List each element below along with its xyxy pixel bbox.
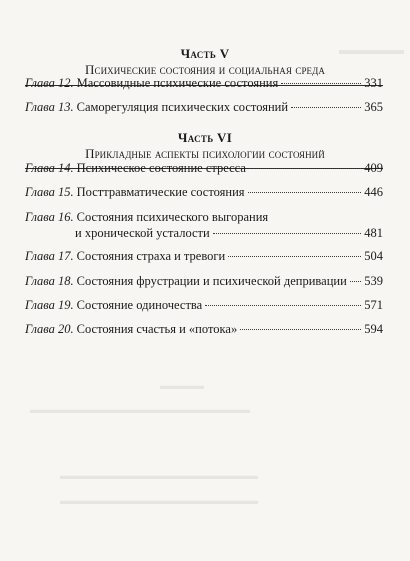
part-label: Часть V — [180, 46, 230, 61]
chapter-page: 504 — [364, 249, 383, 263]
bleed-through-mark: ▬▬▬▬ — [160, 380, 204, 392]
bleed-through-mark: ▬▬▬▬▬▬▬▬▬▬▬▬▬▬▬▬▬▬ — [60, 470, 258, 482]
chapter-page: 594 — [364, 322, 383, 336]
toc-entry-chapter-12[interactable] — [25, 75, 383, 91]
bleed-through-mark: ▬▬▬▬▬▬▬▬▬▬▬▬▬▬▬▬▬▬▬▬ — [30, 404, 250, 416]
chapter-prefix: Глава 14. — [25, 161, 74, 175]
dot-leader — [228, 255, 361, 257]
chapter-page: 481 — [364, 226, 383, 240]
dot-leader — [350, 280, 361, 282]
part-heading — [0, 130, 410, 162]
part-title: Прикладные аспекты психологии состояний — [85, 146, 325, 161]
chapter-prefix: Глава 15. — [25, 185, 74, 199]
chapter-prefix: Глава 17. — [25, 249, 74, 263]
chapter-prefix: Глава 16. — [25, 210, 74, 224]
chapter-page: 365 — [364, 100, 383, 114]
chapter-title: Саморегуляция психических состояний — [76, 100, 289, 114]
toc-entry-chapter-17[interactable] — [25, 248, 383, 264]
chapter-page: 539 — [364, 274, 383, 288]
part-title: Психические состояния и социальная среда — [84, 62, 325, 77]
toc-entry-chapter-20[interactable] — [25, 321, 383, 337]
dot-leader — [248, 191, 362, 193]
chapter-page: 571 — [364, 298, 383, 312]
dot-leader — [213, 232, 362, 234]
chapter-prefix: Глава 18. — [25, 274, 74, 288]
dot-leader — [291, 106, 361, 108]
toc-entry-chapter-15[interactable] — [25, 184, 383, 200]
dot-leader — [249, 167, 361, 169]
part-label: Часть VI — [177, 130, 233, 145]
dot-leader — [205, 304, 361, 306]
toc-entry-chapter-16[interactable] — [25, 209, 383, 241]
chapter-page: 331 — [364, 76, 383, 90]
part-heading — [0, 46, 410, 78]
chapter-page: 446 — [364, 185, 383, 199]
toc-entry-chapter-19[interactable] — [25, 297, 383, 313]
chapter-title: Состояния страха и тревоги — [76, 249, 226, 263]
toc-entry-chapter-14[interactable] — [25, 160, 383, 176]
toc-entry-chapter-13[interactable] — [25, 99, 383, 115]
chapter-title-continued: и хронической усталости — [75, 226, 210, 240]
bleed-through-mark: ▬▬▬▬▬ — [339, 42, 404, 57]
chapter-title: Состояния фрустрации и психической депривации — [76, 274, 347, 288]
bleed-through-mark: ▬▬▬▬▬▬▬▬▬▬▬▬▬▬▬▬▬▬ — [60, 495, 258, 507]
chapter-title: Массовидные психические состояния — [76, 76, 279, 90]
chapter-prefix: Глава 20. — [25, 322, 74, 336]
chapter-page: 409 — [364, 161, 383, 175]
chapter-prefix: Глава 13. — [25, 100, 74, 114]
chapter-prefix: Глава 19. — [25, 298, 74, 312]
chapter-title: Состояния психического выгорания — [76, 210, 269, 224]
chapter-title: Состояние одиночества — [76, 298, 203, 312]
dot-leader — [281, 82, 361, 84]
chapter-title: Психическое состояние стресса — [76, 161, 246, 175]
chapter-prefix: Глава 12. — [25, 76, 74, 90]
chapter-title: Посттравматические состояния — [76, 185, 245, 199]
toc-entry-chapter-18[interactable] — [25, 273, 383, 289]
chapter-title: Состояния счастья и «потока» — [76, 322, 238, 336]
dot-leader — [240, 328, 361, 330]
